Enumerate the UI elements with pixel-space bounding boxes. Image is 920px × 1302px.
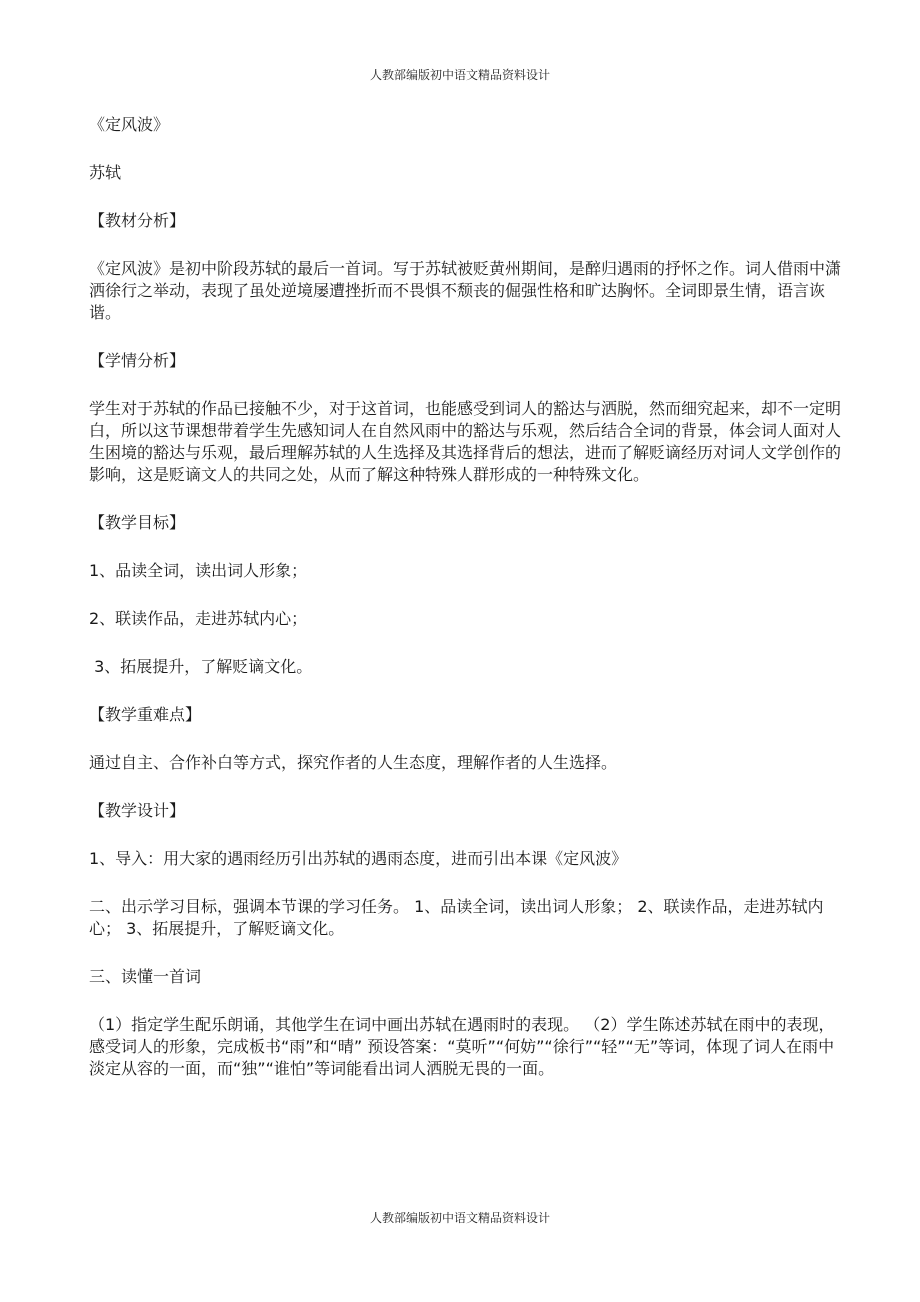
teaching-goal-item: 1、品读全词，读出词人形象； bbox=[89, 561, 308, 580]
page-header: 人教部编版初中语文精品资料设计 bbox=[369, 68, 550, 82]
student-analysis-paragraph: 学生对于苏轼的作品已接触不少，对于这首词，也能感受到词人的豁达与洒脱，然而细究起来，却不一定明白，所以这节课想带着学生先感知词人在自然风雨中的豁达与乐观，然后结合全词的背景，体会词人面对人生困境的豁达与乐观，最后理解苏轼的人生选择及其选择背后的想法，进而了解贬谪经历对词人文学创作的影响，这是贬谪文人的共同之处，从而了解这种特殊人群形成的一种特殊文化。 bbox=[89, 399, 842, 484]
teaching-design-step: （1）指定学生配乐朗诵，其他学生在词中画出苏轼在遇雨时的表现。 （2）学生陈述苏轼在雨中的表现，感受词人的形象，完成板书“雨”和“晴” 预设答案：“莫听”“何妨”“徐行”“轻”“无”等词，体现了词人在雨中淡定从容的一面，而“独”“谁怕”等词能看出词人洒脱无畏的一面。 bbox=[89, 1015, 835, 1078]
page-footer: 人教部编版初中语文精品资料设计 bbox=[369, 1211, 550, 1225]
teaching-design-step: 1、导入：用大家的遇雨经历引出苏轼的遇雨态度，进而引出本课《定风波》 bbox=[89, 849, 628, 868]
section-heading-textbook-analysis: 【教材分析】 bbox=[89, 211, 186, 230]
poem-title: 《定风波》 bbox=[89, 115, 170, 134]
teaching-goal-item: 2、联读作品，走进苏轼内心； bbox=[89, 609, 308, 628]
teaching-goal-item: 3、拓展提升，了解贬谪文化。 bbox=[89, 657, 313, 676]
section-heading-teaching-design: 【教学设计】 bbox=[89, 801, 186, 820]
teaching-design-step: 三、读懂一首词 bbox=[89, 967, 202, 986]
section-heading-teaching-goals: 【教学目标】 bbox=[89, 513, 186, 532]
teaching-design-step: 二、出示学习目标，强调本节课的学习任务。 1、品读全词，读出词人形象； 2、联读作品，走进苏轼内心； 3、拓展提升，了解贬谪文化。 bbox=[89, 897, 824, 938]
key-points-paragraph: 通过自主、合作补白等方式，探究作者的人生态度，理解作者的人生选择。 bbox=[89, 753, 618, 772]
section-heading-student-analysis: 【学情分析】 bbox=[89, 351, 186, 370]
poem-author: 苏轼 bbox=[89, 163, 122, 182]
document-body bbox=[89, 114, 841, 1106]
section-heading-key-points: 【教学重难点】 bbox=[89, 705, 202, 724]
textbook-analysis-paragraph: 《定风波》是初中阶段苏轼的最后一首词。写于苏轼被贬黄州期间，是醉归遇雨的抒怀之作。词人借雨中潇洒徐行之举动，表现了虽处逆境屡遭挫折而不畏惧不颓丧的倔强性格和旷达胸怀。全词即景生情，语言诙谐。 bbox=[89, 259, 842, 322]
